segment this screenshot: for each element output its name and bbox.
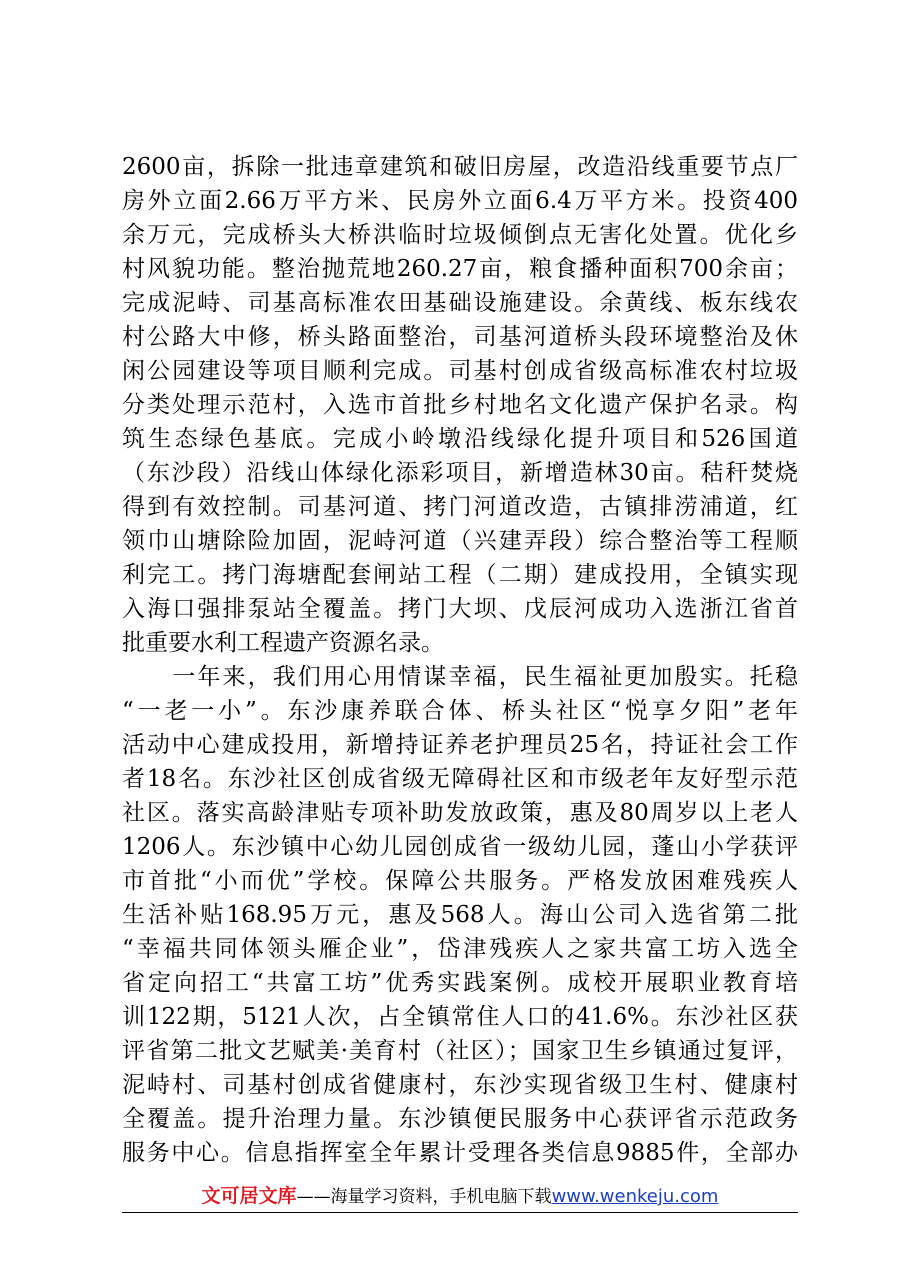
text-line: 领巾山塘除险加固，泥峙河道（兴建弄段）综合整治等工程顺 <box>122 528 798 554</box>
text-line: 余万元，完成桥头大桥洪临时垃圾倾倒点无害化处置。优化乡 <box>122 222 798 248</box>
paragraph-end-line: 批重要水利工程遗产资源名录。 <box>122 630 444 656</box>
text-line: 得到有效控制。司基河道、拷门河道改造，古镇排涝浦道，红 <box>122 494 798 520</box>
footer-slogan: ——海量学习资料，手机电脑下载 <box>296 1187 552 1207</box>
text-line: 者18名。东沙社区创成省级无障碍社区和市级老年友好型示范 <box>122 766 798 792</box>
text-line: 评省第二批文艺赋美·美育村（社区）；国家卫生乡镇通过复评， <box>122 1038 798 1064</box>
text-line: （东沙段）沿线山体绿化添彩项目，新增造林30亩。秸秆焚烧 <box>122 460 798 486</box>
text-line: “幸福共同体领头雁企业”，岱津残疾人之家共富工坊入选全 <box>122 936 798 962</box>
footer-divider <box>122 1212 798 1213</box>
text-line: 村公路大中修，桥头路面整治，司基河道桥头段环境整治及休 <box>122 324 798 350</box>
text-line: “一老一小”。东沙康养联合体、桥头社区“悦享夕阳”老年 <box>122 698 798 724</box>
text-line: 服务中心。信息指挥室全年累计受理各类信息9885件，全部办 <box>122 1140 798 1166</box>
text-line: 分类处理示范村，入选市首批乡村地名文化遗产保护名录。构 <box>122 392 798 418</box>
page-footer <box>122 1183 798 1210</box>
footer-website-link[interactable]: www.wenkeju.com <box>551 1186 719 1207</box>
text-line: 入海口强排泵站全覆盖。拷门大坝、戊辰河成功入选浙江省首 <box>122 596 798 622</box>
text-line: 活动中心建成投用，新增持证养老护理员25名，持证社会工作 <box>122 732 798 758</box>
paragraph-start-line: 一年来，我们用心用情谋幸福，民生福祉更加殷实。托稳 <box>122 664 798 690</box>
text-line: 闲公园建设等项目顺利完成。司基村创成省级高标准农村垃圾 <box>122 358 798 384</box>
document-body <box>122 150 798 1170</box>
text-line: 全覆盖。提升治理力量。东沙镇便民服务中心获评省示范政务 <box>122 1106 798 1132</box>
text-line: 1206人。东沙镇中心幼儿园创成省一级幼儿园，蓬山小学获评 <box>122 834 798 860</box>
footer-brand: 文可居文库 <box>201 1185 297 1207</box>
text-line: 社区。落实高龄津贴专项补助发放政策，惠及80周岁以上老人 <box>122 800 798 826</box>
text-line: 泥峙村、司基村创成省健康村，东沙实现省级卫生村、健康村 <box>122 1072 798 1098</box>
text-line: 训122期，5121人次，占全镇常住人口的41.6%。东沙社区获 <box>122 1004 798 1030</box>
text-line: 省定向招工“共富工坊”优秀实践案例。成校开展职业教育培 <box>122 970 798 996</box>
text-line: 2600亩，拆除一批违章建筑和破旧房屋，改造沿线重要节点厂 <box>122 154 798 180</box>
text-line: 筑生态绿色基底。完成小岭墩沿线绿化提升项目和526国道 <box>122 426 798 452</box>
text-line: 村风貌功能。整治抛荒地260.27亩，粮食播种面积700余亩； <box>122 256 798 282</box>
text-line: 利完工。拷门海塘配套闸站工程（二期）建成投用，全镇实现 <box>122 562 798 588</box>
text-line: 市首批“小而优”学校。保障公共服务。严格发放困难残疾人 <box>122 868 798 894</box>
text-line: 完成泥峙、司基高标准农田基础设施建设。余黄线、板东线农 <box>122 290 798 316</box>
text-line: 生活补贴168.95万元，惠及568人。海山公司入选省第二批 <box>122 902 798 928</box>
text-line: 房外立面2.66万平方米、民房外立面6.4万平方米。投资400 <box>122 188 798 214</box>
